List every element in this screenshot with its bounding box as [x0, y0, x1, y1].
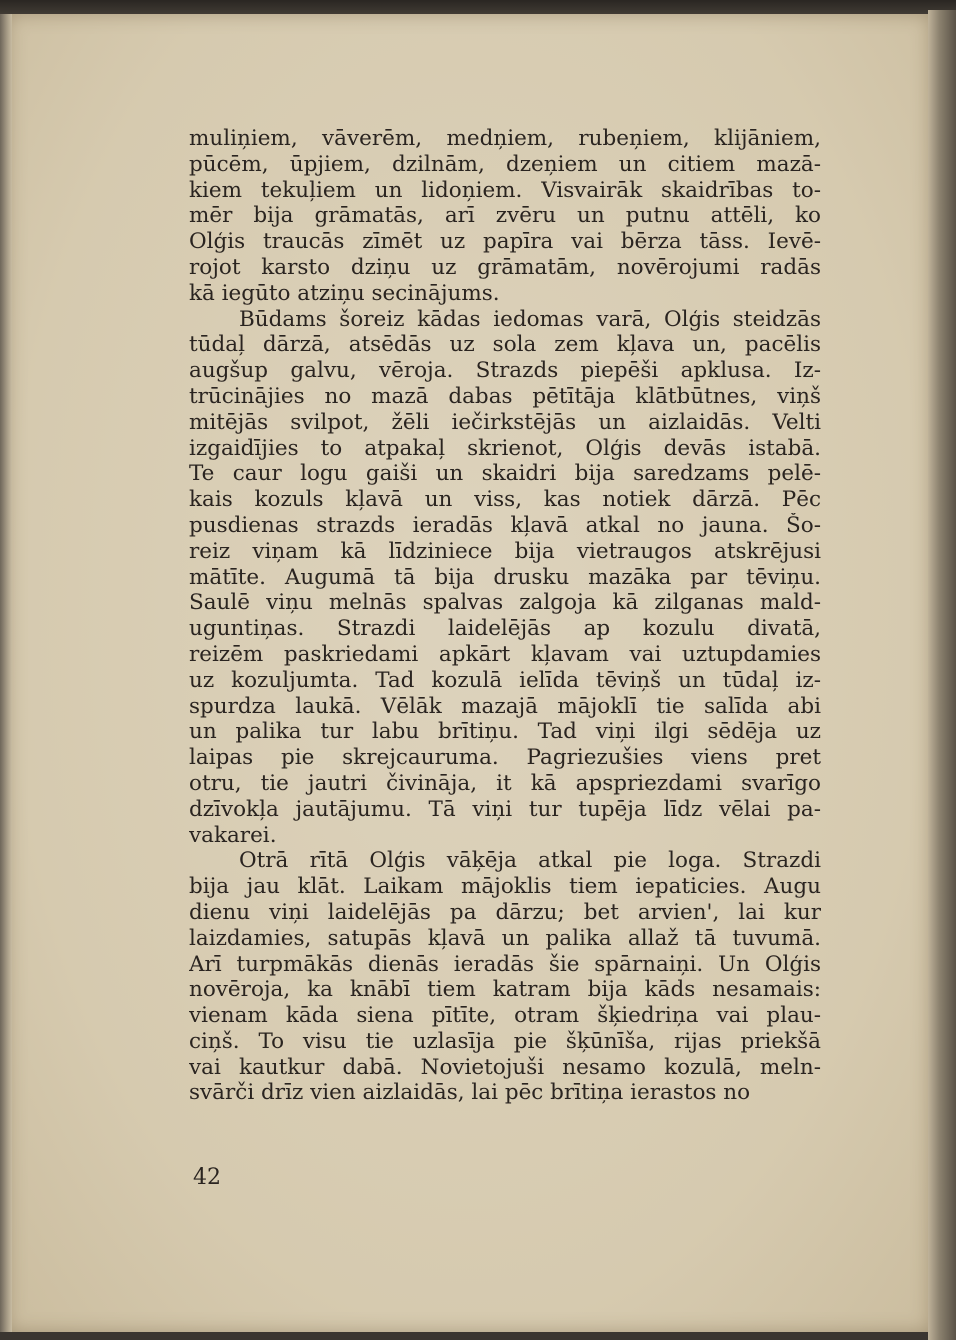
text-line: reizēm paskriedami apkārt kļavam vai uztupdamies: [189, 641, 821, 667]
text-line: pūcēm, ūpjiem, dzilnām, dzeņiem un citiem mazā-: [189, 151, 821, 177]
text-line: Olģis traucās zīmēt uz papīra vai bērza tāss. Ievē-: [189, 229, 821, 255]
text-line: Būdams šoreiz kādas iedomas varā, Olģis steidzās: [239, 306, 821, 332]
text-line: vakarei.: [189, 822, 277, 848]
text-line: pusdienas strazds ieradās kļavā atkal no jauna. Šo-: [189, 512, 821, 538]
page-number: 42: [193, 1165, 221, 1190]
text-line: muliņiem, vāverēm, medņiem, rubeņiem, klijāniem,: [189, 126, 821, 151]
text-line: Otrā rītā Olģis vāķēja atkal pie loga. Strazdi: [239, 848, 821, 874]
text-line: uguntiņas. Strazdi laidelējās ap kozulu divatā,: [189, 616, 821, 642]
text-line: augšup galvu, vēroja. Strazds piepēši apklusa. Iz-: [189, 358, 821, 384]
book-spine: [0, 14, 12, 1332]
text-line: vienam kāda siena pītīte, otram šķiedriņa vai plau-: [189, 1003, 821, 1029]
text-line: Saulē viņu melnās spalvas zalgoja kā zilganas mald-: [189, 590, 821, 616]
text-line: laizdamies, satupās kļavā un palika allaž tā tuvumā.: [189, 925, 821, 951]
text-line: Te caur logu gaiši un skaidri bija saredzams pelē-: [189, 461, 821, 487]
text-line: novēroja, ka knābī tiem katram bija kāds nesamais:: [189, 977, 821, 1003]
text-line: kais kozuls kļavā un viss, kas notiek dārzā. Pēc: [189, 487, 821, 513]
text-line: otru, tie jautri čivināja, it kā apspriezdami svarīgo: [189, 770, 821, 796]
body-text: [189, 126, 821, 1106]
text-line: rojot karsto dziņu uz grāmatām, novērojumi radās: [189, 254, 821, 280]
text-line: dzīvokļa jautājumu. Tā viņi tur tupēja līdz vēlai pa-: [189, 796, 821, 822]
text-line: mēr bija grāmatās, arī zvēru un putnu attēli, ko: [189, 203, 821, 229]
text-line: kiem tekuļiem un lidoņiem. Visvairāk skaidrības to-: [189, 177, 821, 203]
text-line: mitējās svilpot, žēli iečirkstējās un aizlaidās. Velti: [189, 409, 821, 435]
text-line: ciņš. To visu tie uzlasīja pie šķūnīša, rijas priekšā: [189, 1028, 821, 1054]
text-line: uz kozuljumta. Tad kozulā ielīda tēviņš un tūdaļ iz-: [189, 667, 821, 693]
paragraph: [189, 848, 821, 1106]
text-line: un palika tur labu brītiņu. Tad viņi ilgi sēdēja uz: [189, 719, 821, 745]
text-line: reiz viņam kā līdziniece bija vietraugos atskrējusi: [189, 538, 821, 564]
paragraph: [189, 307, 821, 849]
text-line: kā iegūto atziņu secinājums.: [189, 280, 500, 306]
text-line: izgaidījies to atpakaļ skrienot, Olģis devās istabā.: [189, 435, 821, 461]
text-line: bija jau klāt. Laikam mājoklis tiem iepaticies. Augu: [189, 874, 821, 900]
text-line: mātīte. Augumā tā bija drusku mazāka par tēviņu.: [189, 564, 821, 590]
text-line: svārči drīz vien aizlaidās, lai pēc brītiņa ierastos no: [189, 1080, 751, 1106]
text-line: laipas pie skrejcauruma. Pagriezušies viens pret: [189, 745, 821, 771]
text-line: trūcinājies no mazā dabas pētītāja klātbūtnes, viņš: [189, 383, 821, 409]
page-edge: [928, 10, 956, 1340]
text-line: spurdza laukā. Vēlāk mazajā mājoklī tie salīda abi: [189, 693, 821, 719]
text-line: dienu viņi laidelējās pa dārzu; bet arvien', lai kur: [189, 899, 821, 925]
text-line: tūdaļ dārzā, atsēdās uz sola zem kļava un, pacēlis: [189, 332, 821, 358]
text-line: vai kautkur dabā. Novietojuši nesamo kozulā, meln-: [189, 1054, 821, 1080]
paragraph: [189, 126, 821, 307]
text-line: Arī turpmākās dienās ieradās šie spārnaiņi. Un Olģis: [189, 951, 821, 977]
